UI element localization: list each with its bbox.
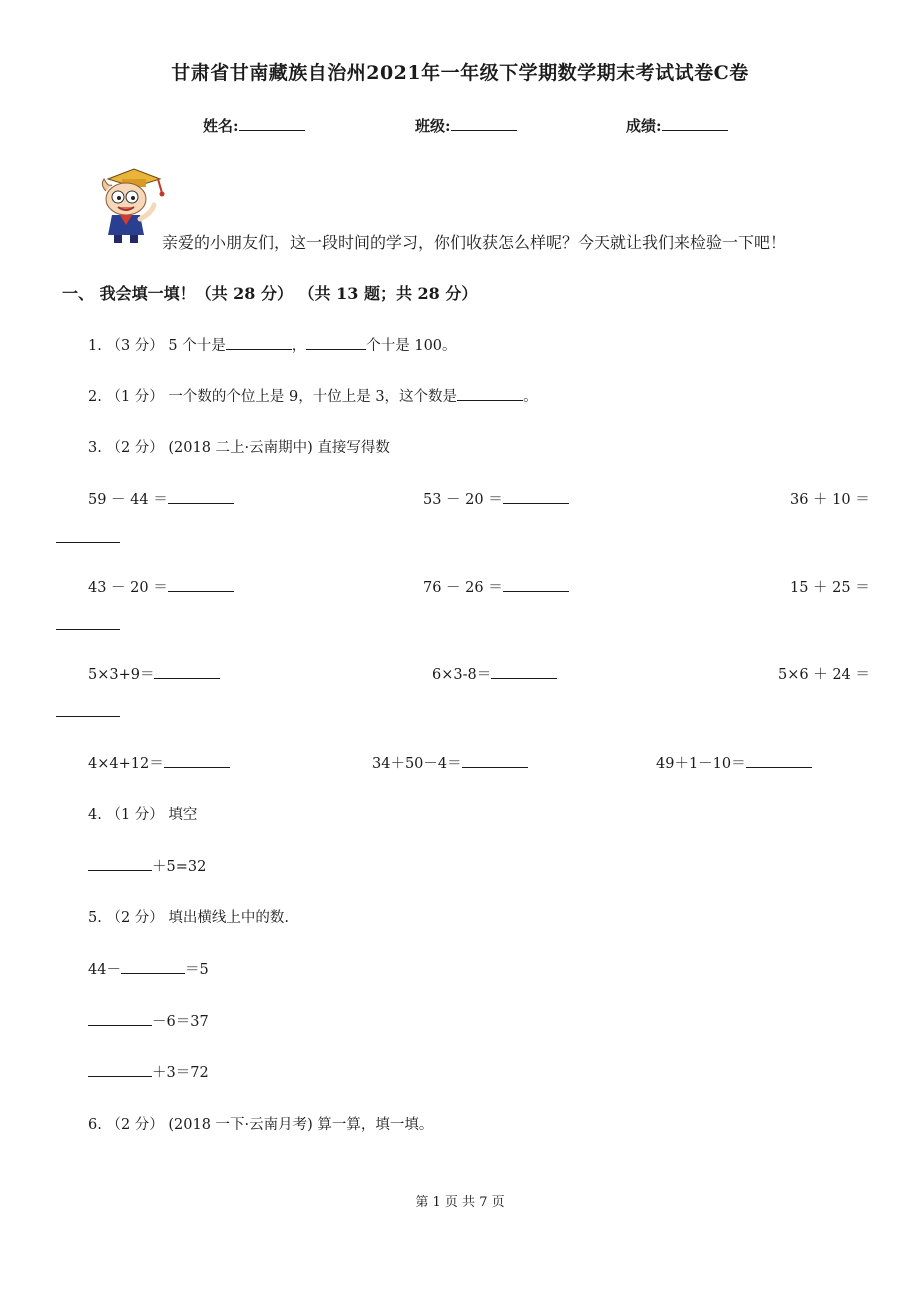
greeting-text: 亲爱的小朋友们，这一段时间的学习，你们收获怎么样呢？今天就让我们来检验一下吧！ xyxy=(162,233,787,252)
question-5-a-prefix: 44－ xyxy=(88,962,121,978)
question-4-line xyxy=(88,855,206,876)
answer-blank[interactable] xyxy=(462,753,528,768)
calc-expression: 15 ＋ 25 ＝ xyxy=(790,580,870,596)
question-2-prefix: 2. （1 分） 一个数的个位上是 9，十位上是 3，这个数是 xyxy=(88,389,458,405)
mascot-image xyxy=(88,165,168,245)
question-1-prefix: 1. （3 分） 5 个十是 xyxy=(88,338,226,354)
answer-blank[interactable] xyxy=(56,628,120,630)
question-5: 5. （2 分） 填出横线上中的数. xyxy=(88,910,289,926)
page-title: 甘肃省甘南藏族自治州2021年一年级下学期数学期末考试试卷C卷 xyxy=(171,62,749,84)
calc-expression: 5×6 ＋ 24 ＝ xyxy=(778,667,870,683)
score-blank[interactable] xyxy=(662,116,728,131)
answer-blank[interactable] xyxy=(88,1011,152,1026)
answer-blank[interactable] xyxy=(56,541,120,543)
question-2 xyxy=(88,385,538,406)
answer-blank[interactable] xyxy=(503,577,569,592)
question-5-a xyxy=(88,958,209,979)
name-field[interactable] xyxy=(203,115,305,136)
question-5-c-suffix: ＋3＝72 xyxy=(152,1065,209,1081)
section-heading: 一、 我会填一填！（共 28 分） （共 13 题；共 28 分） xyxy=(62,284,478,303)
answer-blank[interactable] xyxy=(306,335,366,350)
calc-expression: 34＋50－4＝ xyxy=(372,756,462,772)
class-blank[interactable] xyxy=(451,116,517,131)
score-field[interactable] xyxy=(626,115,728,136)
question-4-equation: ＋5=32 xyxy=(152,859,207,875)
question-3: 3. （2 分） (2018 二上·云南期中) 直接写得数 xyxy=(88,440,390,456)
question-1-mid: ， xyxy=(291,338,307,354)
calc-expression: 49＋1－10＝ xyxy=(656,756,746,772)
calc-item xyxy=(88,488,234,509)
question-5-b-suffix: －6＝37 xyxy=(152,1014,209,1030)
answer-blank[interactable] xyxy=(503,489,569,504)
answer-blank[interactable] xyxy=(88,1062,152,1077)
answer-blank[interactable] xyxy=(168,489,234,504)
calc-expression: 5×3+9＝ xyxy=(88,667,155,683)
name-blank[interactable] xyxy=(239,116,305,131)
question-2-suffix: 。 xyxy=(523,389,538,405)
calc-expression: 36 ＋ 10 ＝ xyxy=(790,492,870,508)
question-1-suffix: 个十是 100。 xyxy=(366,338,457,354)
class-label: 班级: xyxy=(415,117,451,135)
answer-blank[interactable] xyxy=(121,959,185,974)
answer-blank[interactable] xyxy=(746,753,812,768)
calc-item xyxy=(423,488,569,509)
calc-expression: 43 － 20 ＝ xyxy=(88,580,168,596)
score-label: 成绩: xyxy=(626,117,662,135)
calc-expression: 53 － 20 ＝ xyxy=(423,492,503,508)
answer-blank[interactable] xyxy=(154,664,220,679)
answer-blank[interactable] xyxy=(168,577,234,592)
question-1 xyxy=(88,334,457,355)
answer-blank[interactable] xyxy=(226,335,292,350)
calc-item xyxy=(423,576,569,597)
question-6: 6. （2 分） (2018 一下·云南月考) 算一算，填一填。 xyxy=(88,1117,434,1133)
calc-expression: 59 － 44 ＝ xyxy=(88,492,168,508)
class-field[interactable] xyxy=(415,115,517,136)
calc-item xyxy=(432,663,557,684)
calc-item xyxy=(88,576,234,597)
question-5-a-suffix: ＝5 xyxy=(184,962,209,978)
calc-item xyxy=(656,752,812,773)
answer-blank[interactable] xyxy=(457,386,523,401)
answer-blank[interactable] xyxy=(88,856,152,871)
calc-item xyxy=(88,663,220,684)
answer-blank[interactable] xyxy=(164,753,230,768)
calc-item xyxy=(372,752,528,773)
calc-expression: 6×3-8＝ xyxy=(432,667,492,683)
answer-blank[interactable] xyxy=(491,664,557,679)
calc-item xyxy=(88,752,230,773)
answer-blank[interactable] xyxy=(56,715,120,717)
question-5-b xyxy=(88,1010,209,1031)
calc-expression: 4×4+12＝ xyxy=(88,756,164,772)
question-5-c xyxy=(88,1061,209,1082)
name-label: 姓名: xyxy=(203,117,239,135)
question-4: 4. （1 分） 填空 xyxy=(88,807,198,823)
page-footer: 第 1 页 共 7 页 xyxy=(415,1195,505,1210)
calc-expression: 76 － 26 ＝ xyxy=(423,580,503,596)
